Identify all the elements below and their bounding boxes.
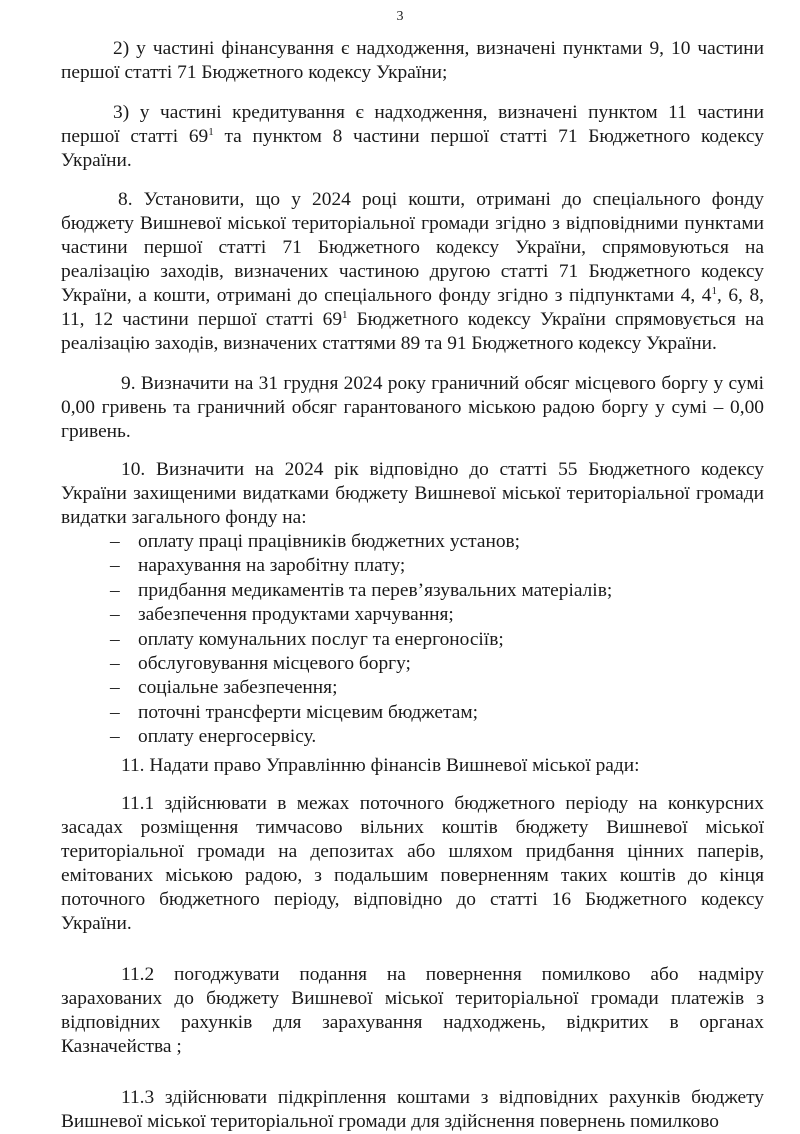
list-item: [61, 628, 764, 652]
paragraph-3-text-a: 3) у частині кредитування є надходження, визначені пунктом 11 частини першої статті 69: [61, 102, 764, 147]
protected-expenses-list: [61, 530, 764, 750]
list-item-text: придбання медикаментів та перев’язувальних матеріалів;: [138, 579, 613, 601]
list-dash: –: [110, 628, 120, 650]
list-item: [61, 676, 764, 700]
list-dash: –: [110, 726, 120, 748]
paragraph-11-2: 11.2 погоджувати подання на повернення помилково або надміру зарахованих до бюджету Вишневої міської територіальної громади платежів з відповідних рахунків для зарахування надходжень, відкритих в органах Казначейства ;: [61, 963, 764, 1057]
superscript: 1: [342, 309, 348, 321]
superscript: 1: [208, 126, 214, 138]
paragraph-8-text-b: , 6, 8, 11, 12 частини першої статті 69: [61, 285, 764, 330]
list-item: [61, 530, 764, 554]
list-item-text: оплату комунальних послуг та енергоносіїв;: [138, 628, 504, 650]
paragraph-8: [61, 188, 764, 356]
list-dash: –: [110, 677, 120, 699]
list-item-text: забезпечення продуктами харчування;: [138, 604, 454, 626]
list-item: [61, 603, 764, 627]
list-item: [61, 701, 764, 725]
list-item-text: поточні трансферти місцевим бюджетам;: [138, 701, 478, 723]
list-item-text: нарахування на заробітну плату;: [138, 555, 406, 577]
list-item-text: обслуговування місцевого боргу;: [138, 653, 411, 675]
paragraph-11: 11. Надати право Управлінню фінансів Вишневої міської ради:: [121, 754, 640, 776]
document-body: [61, 37, 764, 1134]
paragraph-10: 10. Визначити на 2024 рік відповідно до статті 55 Бюджетного кодексу України захищеними видатками бюджету Вишневої міської територіальної громади видатки загального фонду на:: [61, 459, 764, 528]
list-dash: –: [110, 604, 120, 626]
paragraph-8-text-c: Бюджетного кодексу України спрямовується на реалізацію заходів, визначених статтями 89 та 91 Бюджетного кодексу України.: [61, 309, 765, 354]
list-item: [61, 725, 764, 749]
list-item: [61, 554, 764, 578]
list-item: [61, 652, 764, 676]
list-dash: –: [110, 701, 120, 723]
paragraph-2: 2) у частині фінансування є надходження, визначені пунктами 9, 10 частини першої статті 71 Бюджетного кодексу України;: [61, 38, 764, 83]
list-dash: –: [110, 555, 120, 577]
paragraph-11-1: 11.1 здійснювати в межах поточного бюджетного періоду на конкурсних засадах розміщення тимчасово вільних коштів бюджету Вишневої міської територіальної громади на депозитах або шляхом придбання цінних паперів, емітованих міською радою, з подальшим поверненням таких коштів до кінця поточного бюджетного періоду, відповідно до статті 16 Бюджетного кодексу України.: [61, 792, 764, 934]
list-dash: –: [110, 653, 120, 675]
paragraph-11-3: 11.3 здійснювати підкріплення коштами з відповідних рахунків бюджету Вишневої міської територіальної громади для здійснення повернень помилково: [61, 1086, 764, 1132]
page-number: 3: [396, 9, 404, 24]
paragraph-9: 9. Визначити на 31 грудня 2024 року граничний обсяг місцевого боргу у сумі 0,00 гривень та граничний обсяг гарантованого міською радою боргу у сумі – 0,00 гривень.: [61, 373, 764, 442]
list-dash: –: [110, 579, 120, 601]
list-item: [61, 579, 764, 603]
paragraph-3: [61, 101, 764, 173]
list-item-text: соціальне забезпечення;: [138, 677, 338, 699]
paragraph-3-text-b: та пунктом 8 частини першої статті 71 Бюджетного кодексу України.: [61, 126, 764, 171]
list-item-text: оплату енергосервісу.: [138, 726, 317, 748]
list-item-text: оплату праці працівників бюджетних установ;: [138, 531, 521, 552]
superscript: 1: [711, 285, 717, 297]
list-dash: –: [110, 531, 120, 552]
paragraph-8-text-a: 8. Установити, що у 2024 році кошти, отримані до спеціального фонду бюджету Вишневої міської територіальної громади згідно з відповідними пунктами частини першої статті 71 Бюджетного кодексу України, спрямовуються на реалізацію заходів, визначених частиною другою статті 71 Бюджетного кодексу України, а кошти, отримані до спеціального фонду згідно з підпунктами 4, 4: [61, 189, 764, 306]
